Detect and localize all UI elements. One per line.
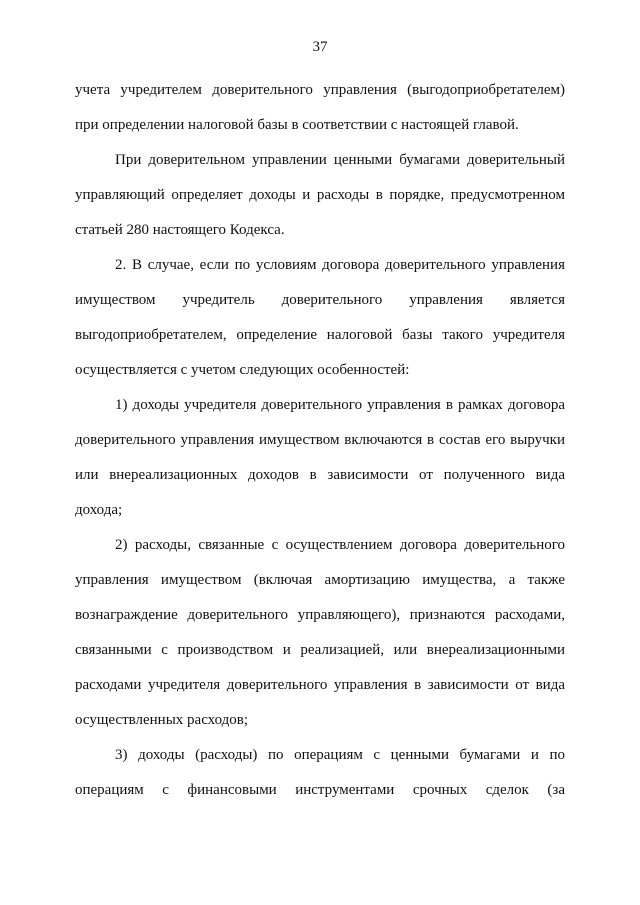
- text-line: статьей 280 настоящего Кодекса.: [75, 222, 285, 238]
- text-line: расходами учредителя доверительного управления в зависимости от вида: [75, 677, 565, 693]
- text-line: учета учредителем доверительного управления (выгодоприобретателем): [75, 82, 565, 98]
- text-line: или внереализационных доходов в зависимости от полученного вида: [75, 467, 565, 483]
- text-line: При доверительном управлении ценными бумагами доверительный: [115, 152, 565, 168]
- text-line: вознаграждение доверительного управляющего), признаются расходами,: [75, 607, 565, 623]
- text-line: 2. В случае, если по условиям договора доверительного управления: [115, 257, 565, 273]
- text-line: управления имуществом (включая амортизацию имущества, а также: [75, 572, 565, 588]
- text-line: управляющий определяет доходы и расходы в порядке, предусмотренном: [75, 187, 565, 203]
- text-line: дохода;: [75, 502, 123, 518]
- text-line: 1) доходы учредителя доверительного управления в рамках договора: [115, 397, 565, 413]
- text-line: операциям с финансовыми инструментами срочных сделок (за: [75, 782, 565, 798]
- text-line: связанными с производством и реализацией, или внереализационными: [75, 642, 565, 658]
- text-line: 3) доходы (расходы) по операциям с ценными бумагами и по: [115, 747, 565, 763]
- text-line: осуществляется с учетом следующих особенностей:: [75, 362, 410, 378]
- text-line: 2) расходы, связанные с осуществлением договора доверительного: [115, 537, 565, 553]
- page-number: 37: [312, 39, 328, 55]
- text-line: выгодоприобретателем, определение налоговой базы такого учредителя: [75, 327, 565, 343]
- text-line: доверительного управления имуществом включаются в состав его выручки: [75, 432, 565, 448]
- text-line: осуществленных расходов;: [75, 712, 249, 728]
- text-line: имуществом учредитель доверительного управления является: [75, 292, 565, 308]
- text-line: при определении налоговой базы в соответствии с настоящей главой.: [75, 117, 519, 133]
